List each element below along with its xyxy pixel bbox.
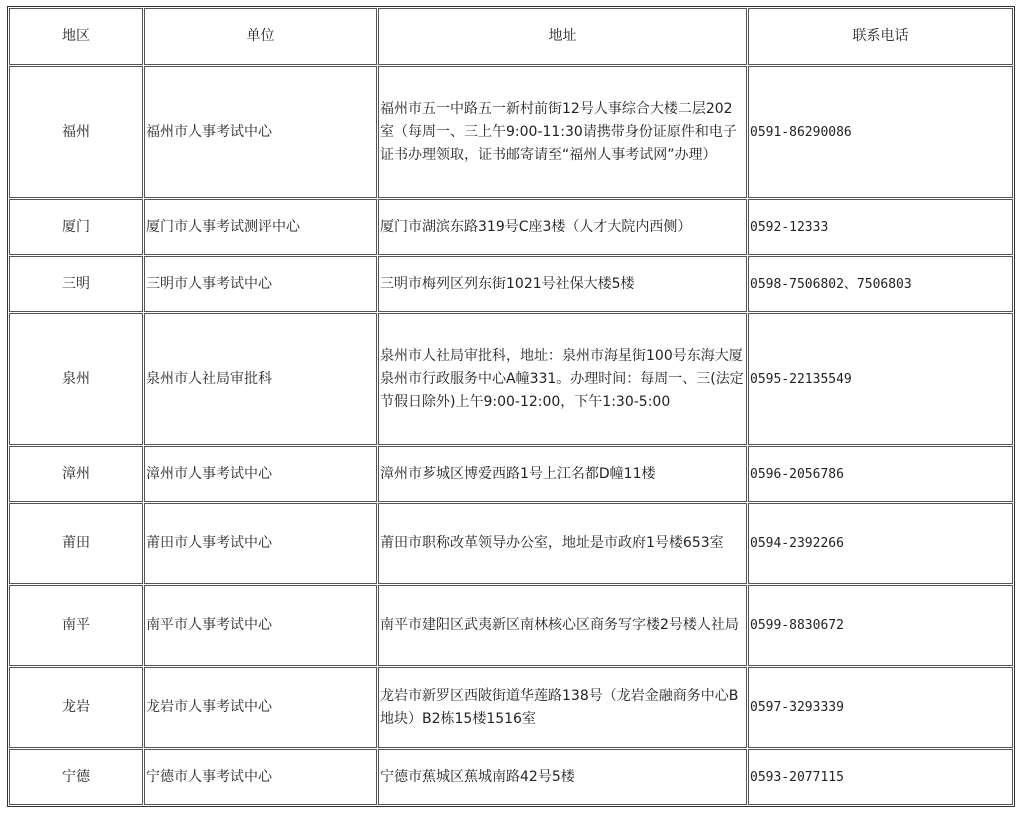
- cell-phone: 0593-2077115: [748, 749, 1013, 805]
- cell-address: 三明市梅列区列东街1021号社保大楼5楼: [378, 256, 747, 312]
- table-header-row: [9, 8, 1013, 65]
- header-unit: 单位: [144, 8, 377, 65]
- table-row: [9, 749, 1013, 805]
- table-row: [9, 503, 1013, 584]
- cell-phone: 0595-22135549: [748, 313, 1013, 445]
- table-row: [9, 667, 1013, 748]
- cell-unit: 漳州市人事考试中心: [144, 446, 377, 502]
- cell-region: 莆田: [9, 503, 143, 584]
- header-phone: 联系电话: [748, 8, 1013, 65]
- cell-address: 莆田市职称改革领导办公室，地址是市政府1号楼653室: [378, 503, 747, 584]
- cell-region: 漳州: [9, 446, 143, 502]
- cell-address: 厦门市湖滨东路319号C座3楼（人才大院内西侧）: [378, 199, 747, 255]
- table-row: [9, 585, 1013, 666]
- cell-unit: 泉州市人社局审批科: [144, 313, 377, 445]
- cell-phone: 0598-7506802、7506803: [748, 256, 1013, 312]
- cell-phone: 0597-3293339: [748, 667, 1013, 748]
- cell-address: 南平市建阳区武夷新区南林核心区商务写字楼2号楼人社局: [378, 585, 747, 666]
- cell-region: 龙岩: [9, 667, 143, 748]
- certificate-contact-table: [7, 6, 1015, 807]
- cell-phone: 0591-86290086: [748, 66, 1013, 198]
- cell-unit: 三明市人事考试中心: [144, 256, 377, 312]
- cell-unit: 莆田市人事考试中心: [144, 503, 377, 584]
- cell-region: 南平: [9, 585, 143, 666]
- table-row: [9, 313, 1013, 445]
- cell-unit: 福州市人事考试中心: [144, 66, 377, 198]
- cell-unit: 龙岩市人事考试中心: [144, 667, 377, 748]
- cell-phone: 0599-8830672: [748, 585, 1013, 666]
- cell-unit: 宁德市人事考试中心: [144, 749, 377, 805]
- table-row: [9, 256, 1013, 312]
- header-region: 地区: [9, 8, 143, 65]
- header-address: 地址: [378, 8, 747, 65]
- cell-region: 泉州: [9, 313, 143, 445]
- cell-region: 福州: [9, 66, 143, 198]
- cell-phone: 0596-2056786: [748, 446, 1013, 502]
- table-row: [9, 199, 1013, 255]
- cell-region: 厦门: [9, 199, 143, 255]
- cell-phone: 0594-2392266: [748, 503, 1013, 584]
- cell-address: 宁德市蕉城区蕉城南路42号5楼: [378, 749, 747, 805]
- cell-address: 龙岩市新罗区西陂街道华莲路138号（龙岩金融商务中心B地块）B2栋15楼1516室: [378, 667, 747, 748]
- cell-address: 泉州市人社局审批科，地址：泉州市海星街100号东海大厦泉州市行政服务中心A幢331。办理时间：每周一、三(法定节假日除外)上午9:00-12:00，下午1:30-5:00: [378, 313, 747, 445]
- cell-region: 宁德: [9, 749, 143, 805]
- table-row: [9, 446, 1013, 502]
- cell-address: 漳州市芗城区博爱西路1号上江名都D幢11楼: [378, 446, 747, 502]
- cell-address: 福州市五一中路五一新村前街12号人事综合大楼二层202室（每周一、三上午9:00-11:30请携带身份证原件和电子证书办理领取，证书邮寄请至“福州人事考试网”办理）: [378, 66, 747, 198]
- cell-region: 三明: [9, 256, 143, 312]
- cell-unit: 南平市人事考试中心: [144, 585, 377, 666]
- cell-unit: 厦门市人事考试测评中心: [144, 199, 377, 255]
- table-row: [9, 66, 1013, 198]
- cell-phone: 0592-12333: [748, 199, 1013, 255]
- contact-table-container: [7, 6, 1015, 807]
